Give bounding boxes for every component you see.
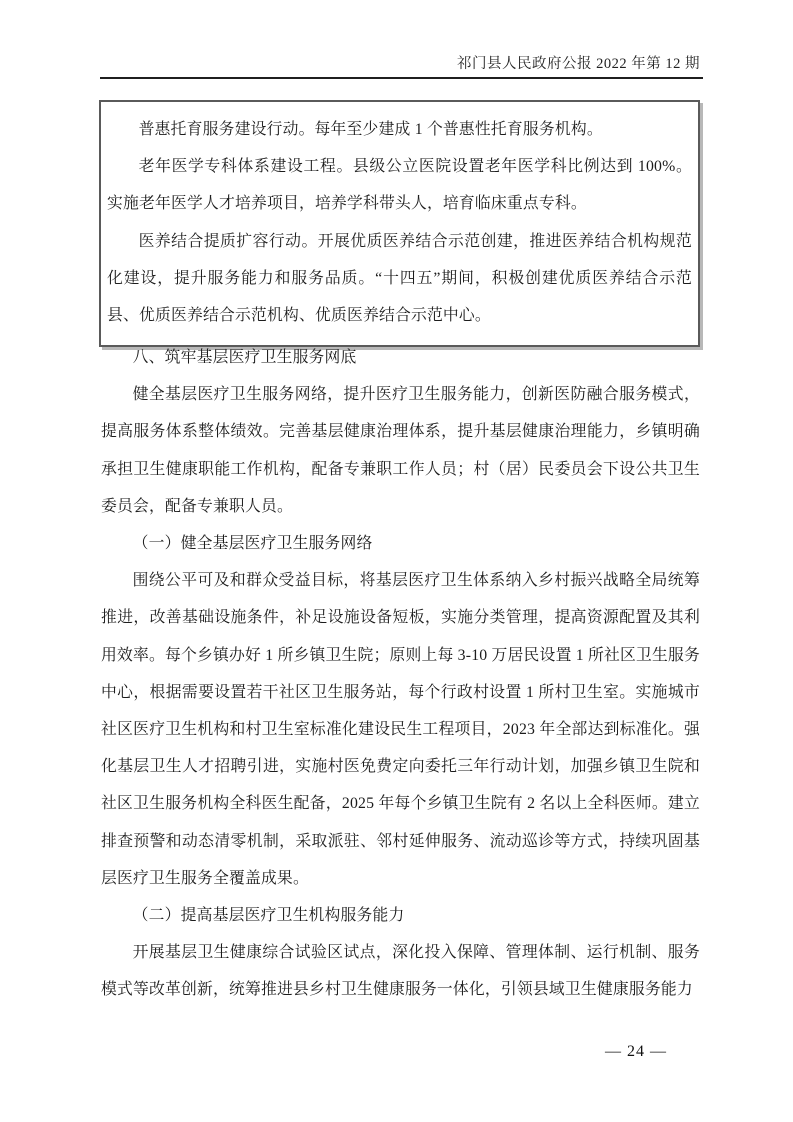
body-paragraph: 健全基层医疗卫生服务网络，提升医疗卫生服务能力，创新医防融合服务模式，提高服务体系整体绩效。完善基层健康治理体系，提升基层健康治理能力，乡镇明确承担卫生健康职能工作机构，配备专兼职工作人员；村（居）民委员会下设公共卫生委员会，配备专兼职人员。: [101, 386, 700, 515]
subsection-heading: （一）健全基层医疗卫生服务网络: [132, 535, 373, 553]
box-paragraph: 普惠托育服务建设行动。每年至少建成 1 个普惠性托育服务机构。: [138, 121, 603, 138]
body-paragraph: 围绕公平可及和群众受益目标，将基层医疗卫生体系纳入乡村振兴战略全局统筹推进，改善基础设施条件，补足设施设备短板，实施分类管理，提高资源配置及其利用效率。每个乡镇办好 1 所乡镇卫生院；原则上每 3-10 万居民设置 1 所社区卫生服务中心，根据需要设置若干社区卫生服务站，每个行政村设置 1 所村卫生室。实施城市社区医疗卫生机构和村卫生室标准化建设民生工程项目，2023 年全部达到标准化。强化基层卫生人才招聘引进，实施村医免费定向委托三年行动计划，加强乡镇卫生院和社区卫生服务机构全科医生配备，2025 年每个乡镇卫生院有 2 名以上全科医师。建立排查预警和动态清零机制，采取派驻、邻村延伸服务、流动巡诊等方式，持续巩固基层医疗卫生服务全覆盖成果。: [101, 572, 700, 887]
subsection-heading: （二）提高基层医疗卫生机构服务能力: [132, 907, 405, 925]
section-heading: 八、筑牢基层医疗卫生服务网底: [132, 349, 357, 366]
highlight-box: [99, 100, 700, 347]
header-rule: [100, 77, 703, 79]
box-paragraph: 医养结合提质扩容行动。开展优质医养结合示范创建，推进医养结合机构规范化建设，提升服务能力和服务品质。“十四五”期间，积极创建优质医养结合示范县、优质医养结合示范机构、优质医养结合示范中心。: [107, 232, 692, 325]
box-paragraph: 老年医学专科体系建设工程。县级公立医院设置老年医学科比例达到 100%。实施老年医学人才培养项目，培养学科带头人，培育临床重点专科。: [107, 158, 692, 213]
body-text: [101, 339, 700, 1009]
body-paragraph: 开展基层卫生健康综合试验区试点，深化投入保障、管理体制、运行机制、服务模式等改革创新，统筹推进县乡村卫生健康服务一体化，引领县域卫生健康服务能力: [101, 944, 700, 999]
page-number: — 24 —: [605, 1043, 667, 1060]
gazette-header-title: 祁门县人民政府公报 2022 年第 12 期: [457, 56, 700, 72]
